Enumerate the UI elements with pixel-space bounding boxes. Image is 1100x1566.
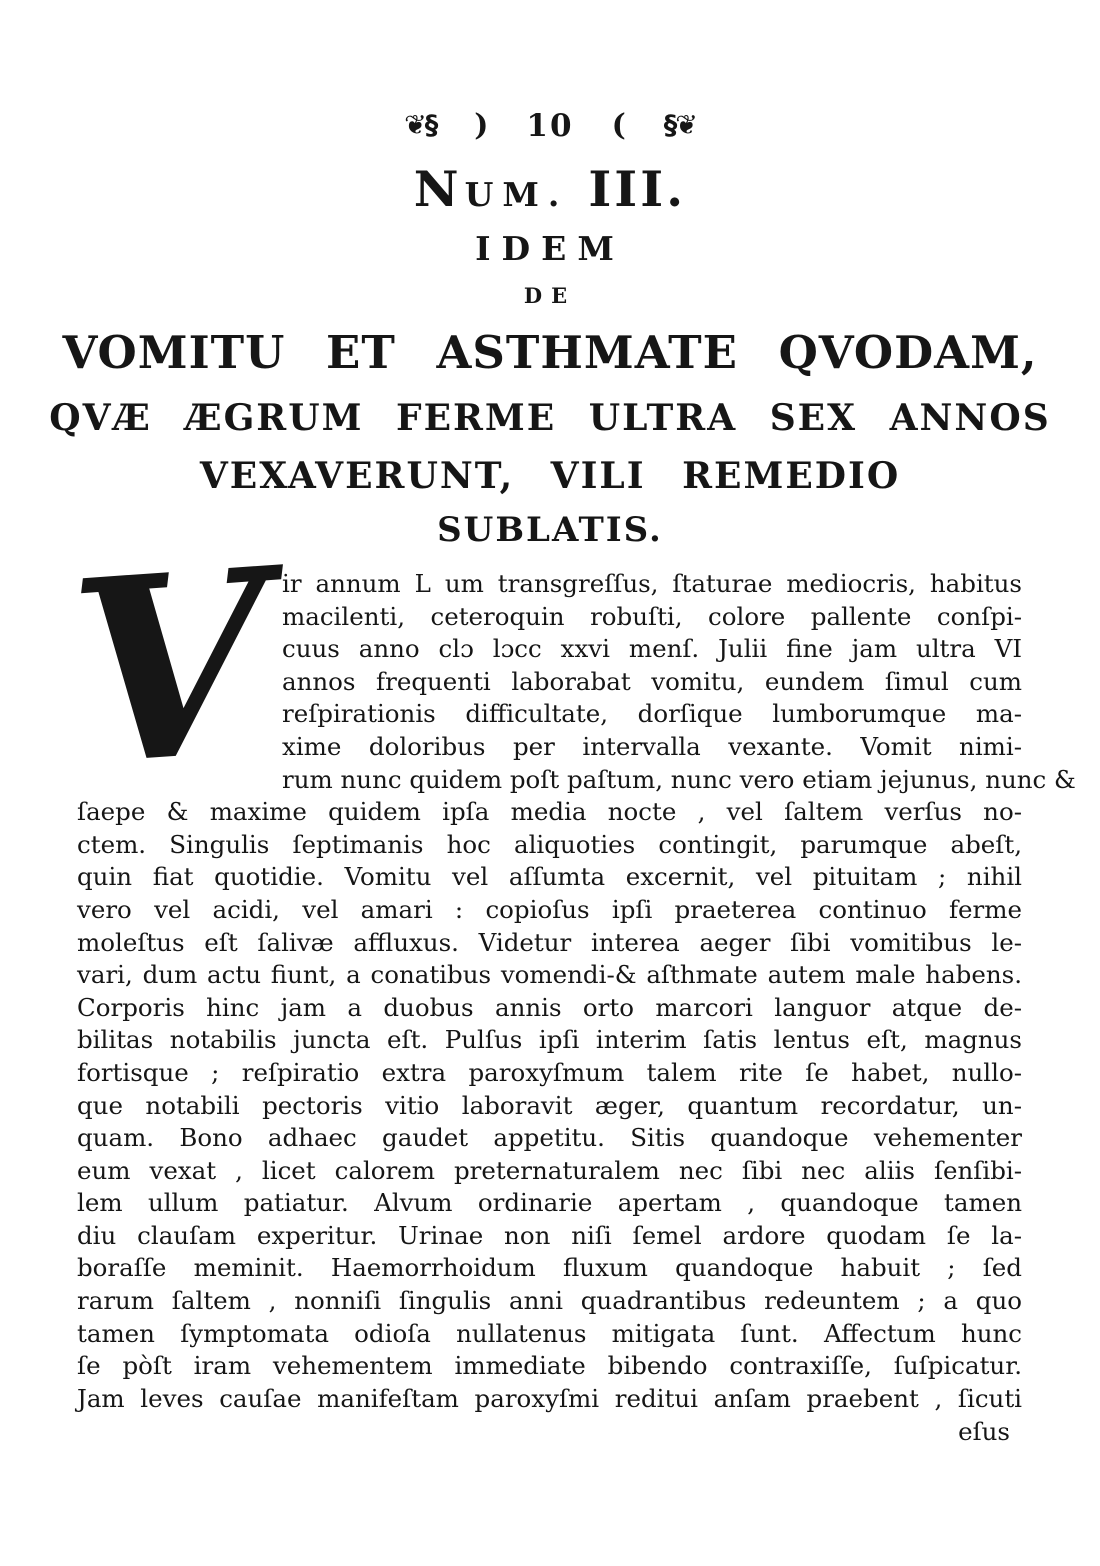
body-line: boraſſe meminit. Haemorrhoidum fluxum quandoque habuit ; ſed: [77, 1253, 1022, 1283]
title-line-1: VOMITU ET ASTHMATE QVODAM,: [62, 326, 1038, 379]
drop-cap-box: [62, 513, 282, 823]
header-paren-left: ): [474, 108, 489, 143]
body-line: ir annum L um transgreſſus, ſtaturae mediocris, habitus: [282, 569, 1022, 598]
body-line: macilenti, ceteroquin robuſti, colore pallente conſpi-: [282, 601, 1022, 631]
body-line: lem ullum patiatur. Alvum ordinarie apertam , quandoque tamen: [77, 1188, 1022, 1218]
page-number: 10: [526, 108, 574, 144]
body-line: quin fiat quotidie. Vomitu vel aſſumta excernit, vel pituitam ; nihil: [77, 862, 1022, 892]
body-line: vari, dum actu fiunt, a conatibus vomendi-& aſthmate autem male habens.: [77, 960, 1022, 990]
body-line: ſe pòſt iram vehementem immediate bibendo contraxiſſe, ſuſpicatur.: [77, 1351, 1022, 1381]
body-line: vero vel acidi, vel amari : copioſus ipſi praeterea continuo ferme: [77, 894, 1022, 924]
de-heading: DE: [523, 283, 577, 308]
drop-cap-letter-V: V: [62, 513, 279, 823]
body-line: quam. Bono adhaec gaudet appetitu. Sitis quandoque vehementer: [77, 1123, 1022, 1153]
body-line: eum vexat , licet calorem preternaturalem nec ſibi nec aliis ſenſibi-: [77, 1155, 1022, 1185]
body-line: rarum ſaltem , nonniſi ſingulis anni quadrantibus redeuntem ; a quo: [77, 1286, 1022, 1316]
body-line: xime doloribus per intervalla vexante. Vomit nimi-: [282, 731, 1022, 761]
header-paren-right: (: [611, 108, 626, 143]
fleuron-left-icon: ❦§: [404, 110, 437, 141]
body-line: Jam leves cauſae manifeſtam paroxyſmi reditui anſam praebent , ſicuti: [77, 1383, 1022, 1413]
body-line: ctem. Singulis ſeptimanis hoc aliquoties contingit, parumque abeſt,: [77, 829, 1022, 859]
body-line: ſaepe & maxime quidem ipſa media nocte , vel ſaltem verſus no-: [77, 797, 1022, 827]
num-heading-numeral: III.: [588, 160, 687, 218]
fleuron-right-icon: §❦: [663, 110, 696, 141]
page-header: [0, 106, 1100, 146]
body-line: que notabili pectoris vitio laboravit æger, quantum recordatur, un-: [77, 1090, 1022, 1120]
body-line: annos frequenti laborabat vomitu, eundem ſimul cum: [282, 666, 1022, 696]
num-heading-initial: N: [413, 160, 465, 218]
body-line: tamen ſymptomata odioſa nullatenus mitigata ſunt. Affectum hunc: [77, 1318, 1022, 1348]
body-line: Corporis hinc jam a duobus annis orto marcori languor atque de-: [77, 992, 1022, 1022]
body-line: diu clauſam experitur. Urinae non niſi ſemel ardore quodam ſe la-: [77, 1220, 1022, 1250]
body-line: fortisque ; reſpiratio extra paroxyſmum talem rite ſe habet, nullo-: [77, 1057, 1022, 1087]
body-line: cuus anno clɔ lɔcc xxvi menſ. Julii fine jam ultra VI: [282, 634, 1022, 664]
title-line-2: QVÆ ÆGRUM FERME ULTRA SEX ANNOS: [49, 397, 1051, 439]
catchword: eſus: [958, 1417, 1010, 1447]
idem-heading: IDEM: [475, 229, 625, 268]
body-line: moleſtus eſt ſalivæ affluxus. Videtur interea aeger ſibi vomitibus le-: [77, 927, 1022, 957]
body-line: rum nunc quidem poſt paſtum, nunc vero etiam jejunus, nunc &: [282, 764, 1076, 794]
section-number-heading: [0, 160, 1100, 218]
title-line-4: SUBLATIS.: [437, 510, 663, 550]
body-line: reſpirationis difficultate, dorſique lumborumque ma-: [282, 699, 1022, 729]
body-line: bilitas notabilis juncta eſt. Pulſus ipſi interim ſatis lentus eſt, magnus: [77, 1025, 1022, 1055]
num-heading-rest: UM.: [464, 175, 569, 214]
title-line-3: VEXAVERUNT, VILI REMEDIO: [199, 455, 901, 497]
